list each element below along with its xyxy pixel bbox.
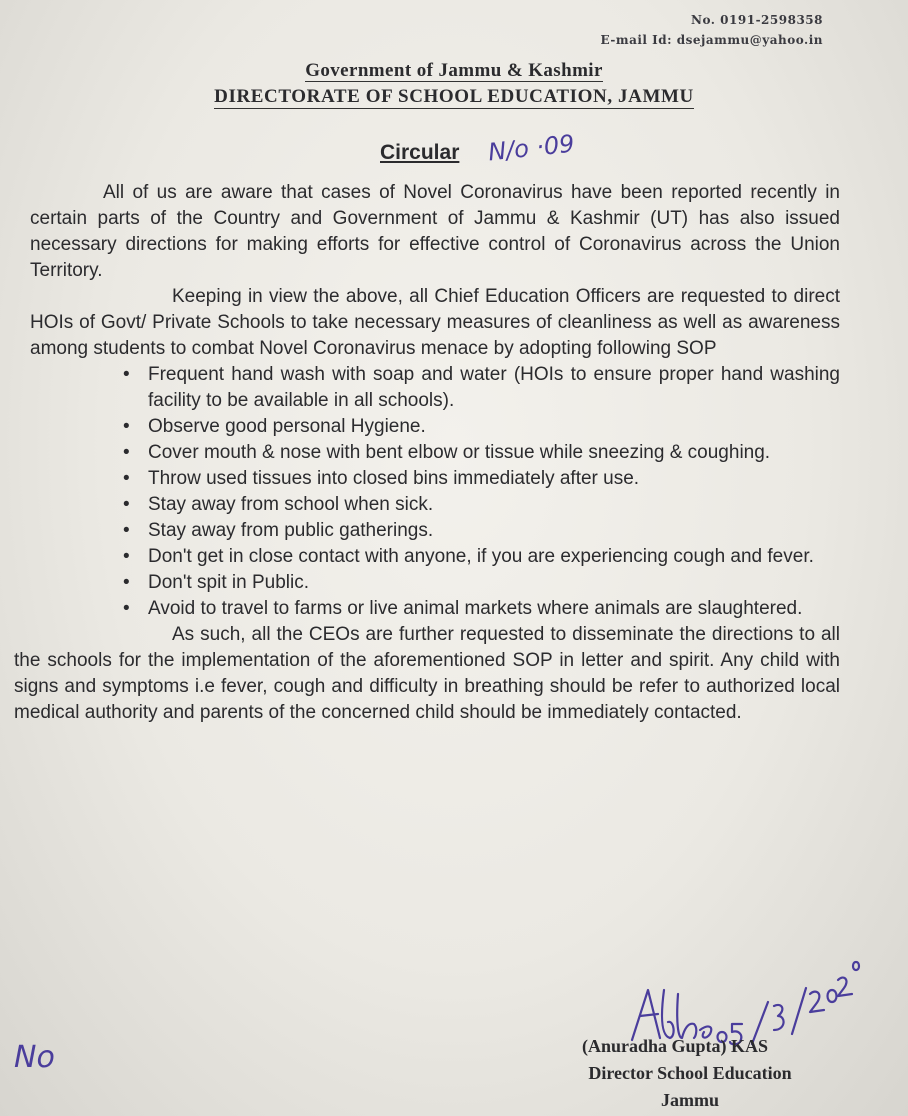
sop-item: • Frequent hand wash with soap and water (HOIs to ensure proper hand washing facility to be available in all schools).: [142, 362, 840, 414]
circular-title: Circular: [380, 141, 460, 164]
sop-item: • Don't spit in Public.: [142, 570, 840, 596]
signatory-block: [480, 1033, 900, 1114]
handwritten-no: No: [14, 1040, 55, 1075]
signatory-location: Jammu: [661, 1090, 719, 1110]
paragraph-intro: All of us are aware that cases of Novel Coronavirus have been reported recently in certain parts of the Country and Government of Jammu & Kashmir (UT) has also issued necessary directions for making efforts for effective control of Coronavirus across the Union Territory.: [30, 182, 840, 281]
sop-item: • Stay away from public gatherings.: [142, 518, 840, 544]
circular-number-handwritten: N/o ·09: [486, 129, 576, 167]
sop-item: • Observe good personal Hygiene.: [142, 414, 840, 440]
sop-item: • Throw used tissues into closed bins immediately after use.: [142, 466, 840, 492]
government-heading-text: Government of Jammu & Kashmir: [305, 60, 603, 81]
signatory-designation: Director School Education: [588, 1063, 792, 1083]
directorate-heading-text: DIRECTORATE OF SCHOOL EDUCATION, JAMMU: [214, 86, 694, 107]
sop-item: • Stay away from school when sick.: [142, 492, 840, 518]
email-address: E-mail Id: dsejammu@yahoo.in: [600, 33, 823, 47]
sop-list: [142, 362, 840, 622]
sop-item: • Avoid to travel to farms or live animal markets where animals are slaughtered.: [142, 596, 840, 622]
sop-item: • Don't get in close contact with anyone, if you are experiencing cough and fever.: [142, 544, 840, 570]
sop-item: • Cover mouth & nose with bent elbow or tissue while sneezing & coughing.: [142, 440, 840, 466]
paragraph-closing: As such, all the CEOs are further requested to disseminate the directions to all the schools for the implementation of the aforementioned SOP in letter and spirit. Any child with signs and symptoms i.e fever, cough and difficulty in breathing should be refer to authorized local medical authority and parents of the concerned child should be immediately contacted.: [14, 624, 840, 723]
circular-body: [14, 180, 840, 726]
directorate-heading: [0, 86, 908, 108]
government-heading: [0, 60, 908, 82]
signatory-name: (Anuradha Gupta) KAS: [582, 1036, 769, 1056]
paragraph-request: Keeping in view the above, all Chief Education Officers are requested to direct HOIs of Govt/ Private Schools to take necessary measures of cleanliness as well as awareness among students to combat Novel Coronavirus menace by adopting following SOP: [30, 286, 840, 359]
phone-number: No. 0191-2598358: [691, 13, 823, 27]
